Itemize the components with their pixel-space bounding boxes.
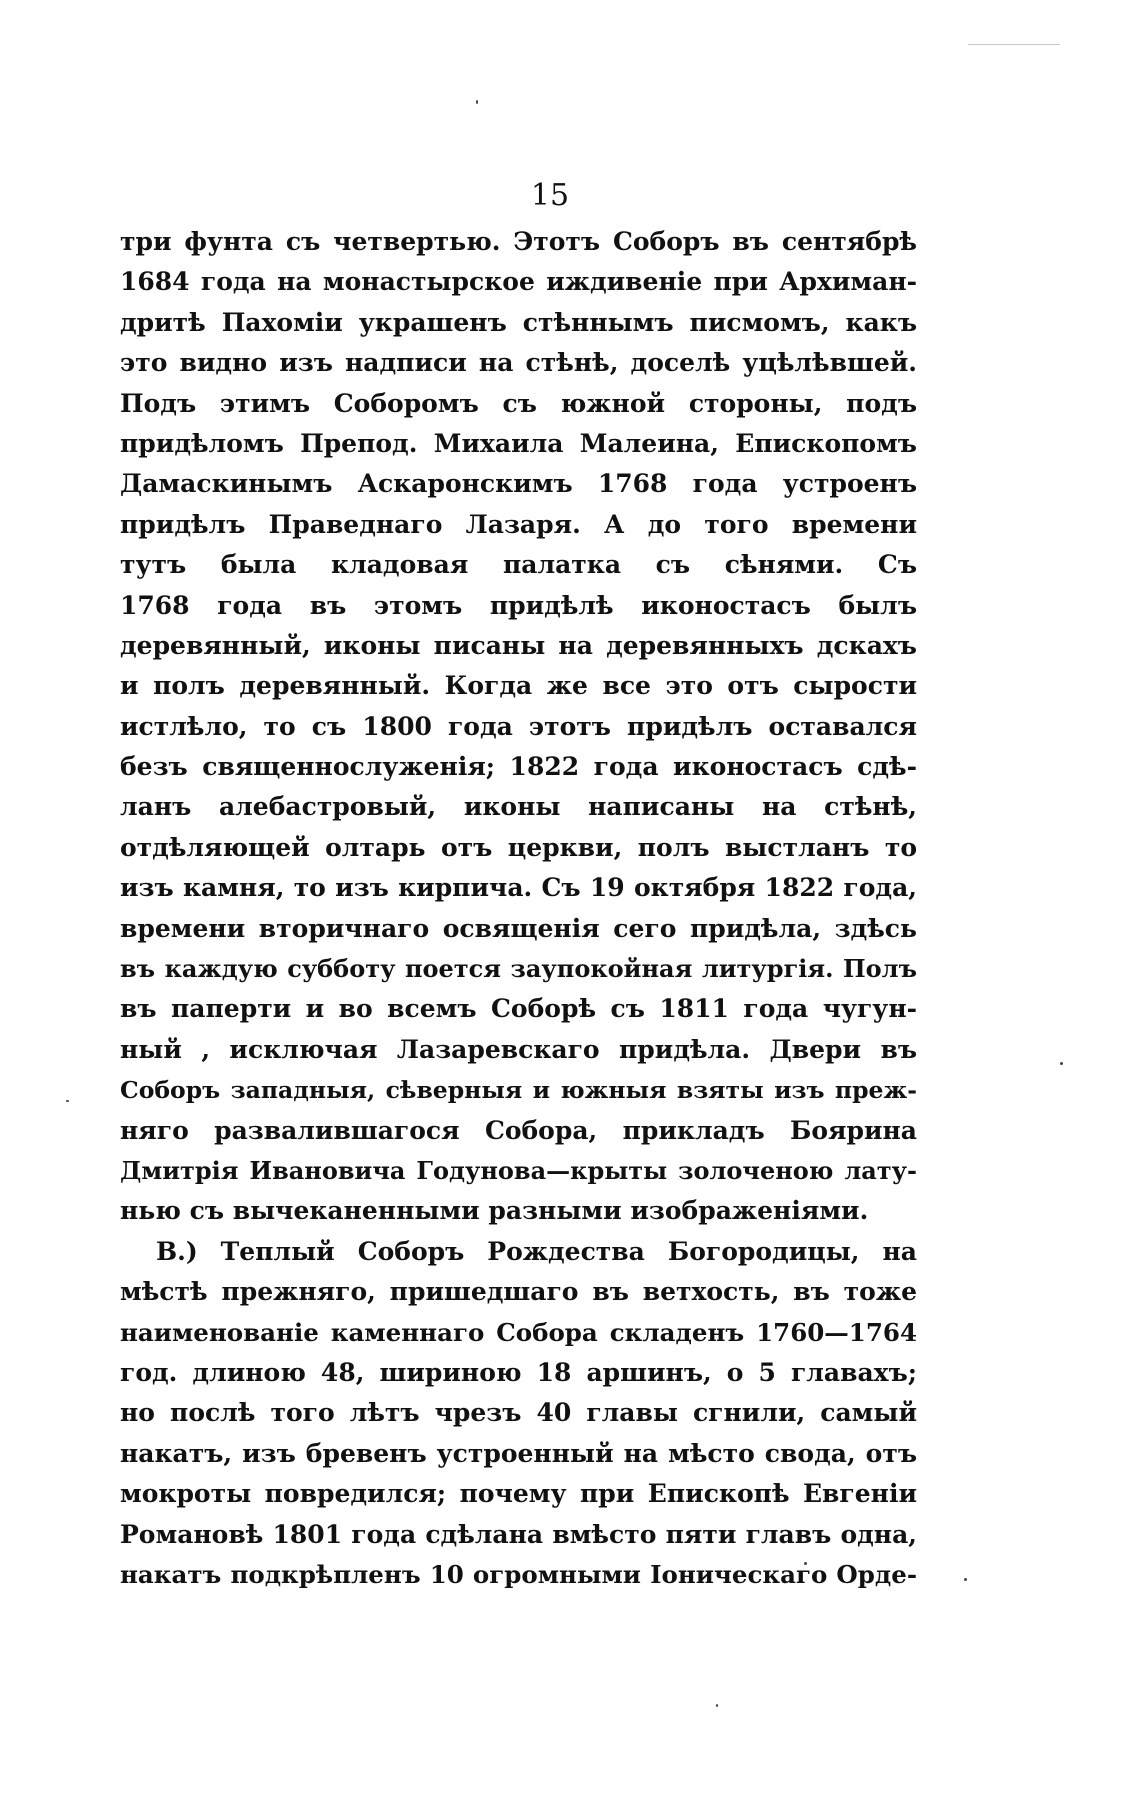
text-line: 1684 года на монастырское иждивеніе при Архиман- [120,267,917,297]
body-text [120,222,917,1595]
text-line: нью съ вычеканенными разными изображеніями. [120,1196,869,1226]
text-line: въ каждую субботу поется заупокойная литургія. Полъ [120,954,917,984]
text-line: Соборъ западныя, сѣверныя и южныя взяты изъ преж- [120,1076,917,1105]
text-line: мѣстѣ прежняго, пришедшаго въ ветхость, въ тоже [120,1277,917,1307]
text-line: времени вторичнаго освященія сего придѣла, здѣсь [120,913,917,943]
text-line: Дамаскинымъ Аскаронскимъ 1768 года устроенъ [120,469,917,499]
scan-speck [716,1704,718,1707]
scan-edge-line [968,44,1060,45]
text-line: истлѣло, то съ 1800 года этотъ придѣлъ оставался [120,711,917,741]
text-line: но послѣ того лѣтъ чрезъ 40 главы сгнили, самый [120,1398,917,1428]
text-line: въ паперти и во всемъ Соборѣ съ 1811 года чугун- [120,994,917,1024]
text-line: придѣломъ Препод. Михаила Малеина, Епископомъ [120,428,917,458]
text-line: дритѣ Пахоміи украшенъ стѣннымъ писмомъ, какъ [120,307,917,337]
scan-speck [1060,1062,1063,1065]
paragraph-start-line: В.) Теплый Соборъ Рождества Богородицы, на [156,1236,917,1266]
text-line: ланъ алебастровый, иконы написаны на стѣнѣ, [120,792,917,822]
text-line: няго развалившагося Собора, прикладъ Боярина [120,1115,917,1145]
text-line: накатъ, изъ бревенъ устроенный на мѣсто свода, отъ [120,1438,917,1468]
text-line: придѣлъ Праведнаго Лазаря. А до того времени [120,509,917,539]
page-number: 15 [530,178,570,213]
text-line: накатъ подкрѣпленъ 10 огромными Іоническаго Орде- [120,1559,917,1589]
text-line: Романовѣ 1801 года сдѣлана вмѣсто пяти главъ одна, [120,1519,917,1549]
text-line: и полъ деревянный. Когда же все это отъ сырости [120,671,917,701]
text-line: это видно изъ надписи на стѣнѣ, доселѣ уцѣлѣвшей. [120,348,917,378]
text-line: Дмитрія Ивановича Годунова—крыты золоченою лату- [120,1155,917,1185]
text-line: ный , исключая Лазаревскаго придѣла. Двери въ [120,1034,917,1064]
text-line: Подъ этимъ Соборомъ съ южной стороны, подъ [120,388,917,418]
text-line: год. длиною 48, шириною 18 аршинъ, о 5 главахъ; [120,1357,917,1387]
scan-speck [66,1100,69,1102]
scan-speck [964,1578,967,1581]
scan-speck [476,100,478,104]
text-line: три фунта съ четвертью. Этотъ Соборъ въ сентябрѣ [120,227,917,256]
text-line: мокроты повредился; почему при Епископѣ Евгеніи [120,1479,917,1509]
text-line: безъ священнослуженія; 1822 года иконостасъ сдѣ- [120,752,917,782]
text-line: деревянный, иконы писаны на деревянныхъ дскахъ [120,630,917,660]
text-line: 1768 года въ этомъ придѣлѣ иконостасъ былъ [120,590,917,620]
text-line: изъ камня, то изъ кирпича. Съ 19 октября 1822 года, [120,873,917,903]
text-line: тутъ была кладовая палатка съ сѣнями. Съ [120,550,917,580]
text-line: наименованіе каменнаго Собора складенъ 1760—1764 [120,1317,917,1347]
text-line: отдѣляющей олтарь отъ церкви, полъ выстланъ то [120,832,917,862]
